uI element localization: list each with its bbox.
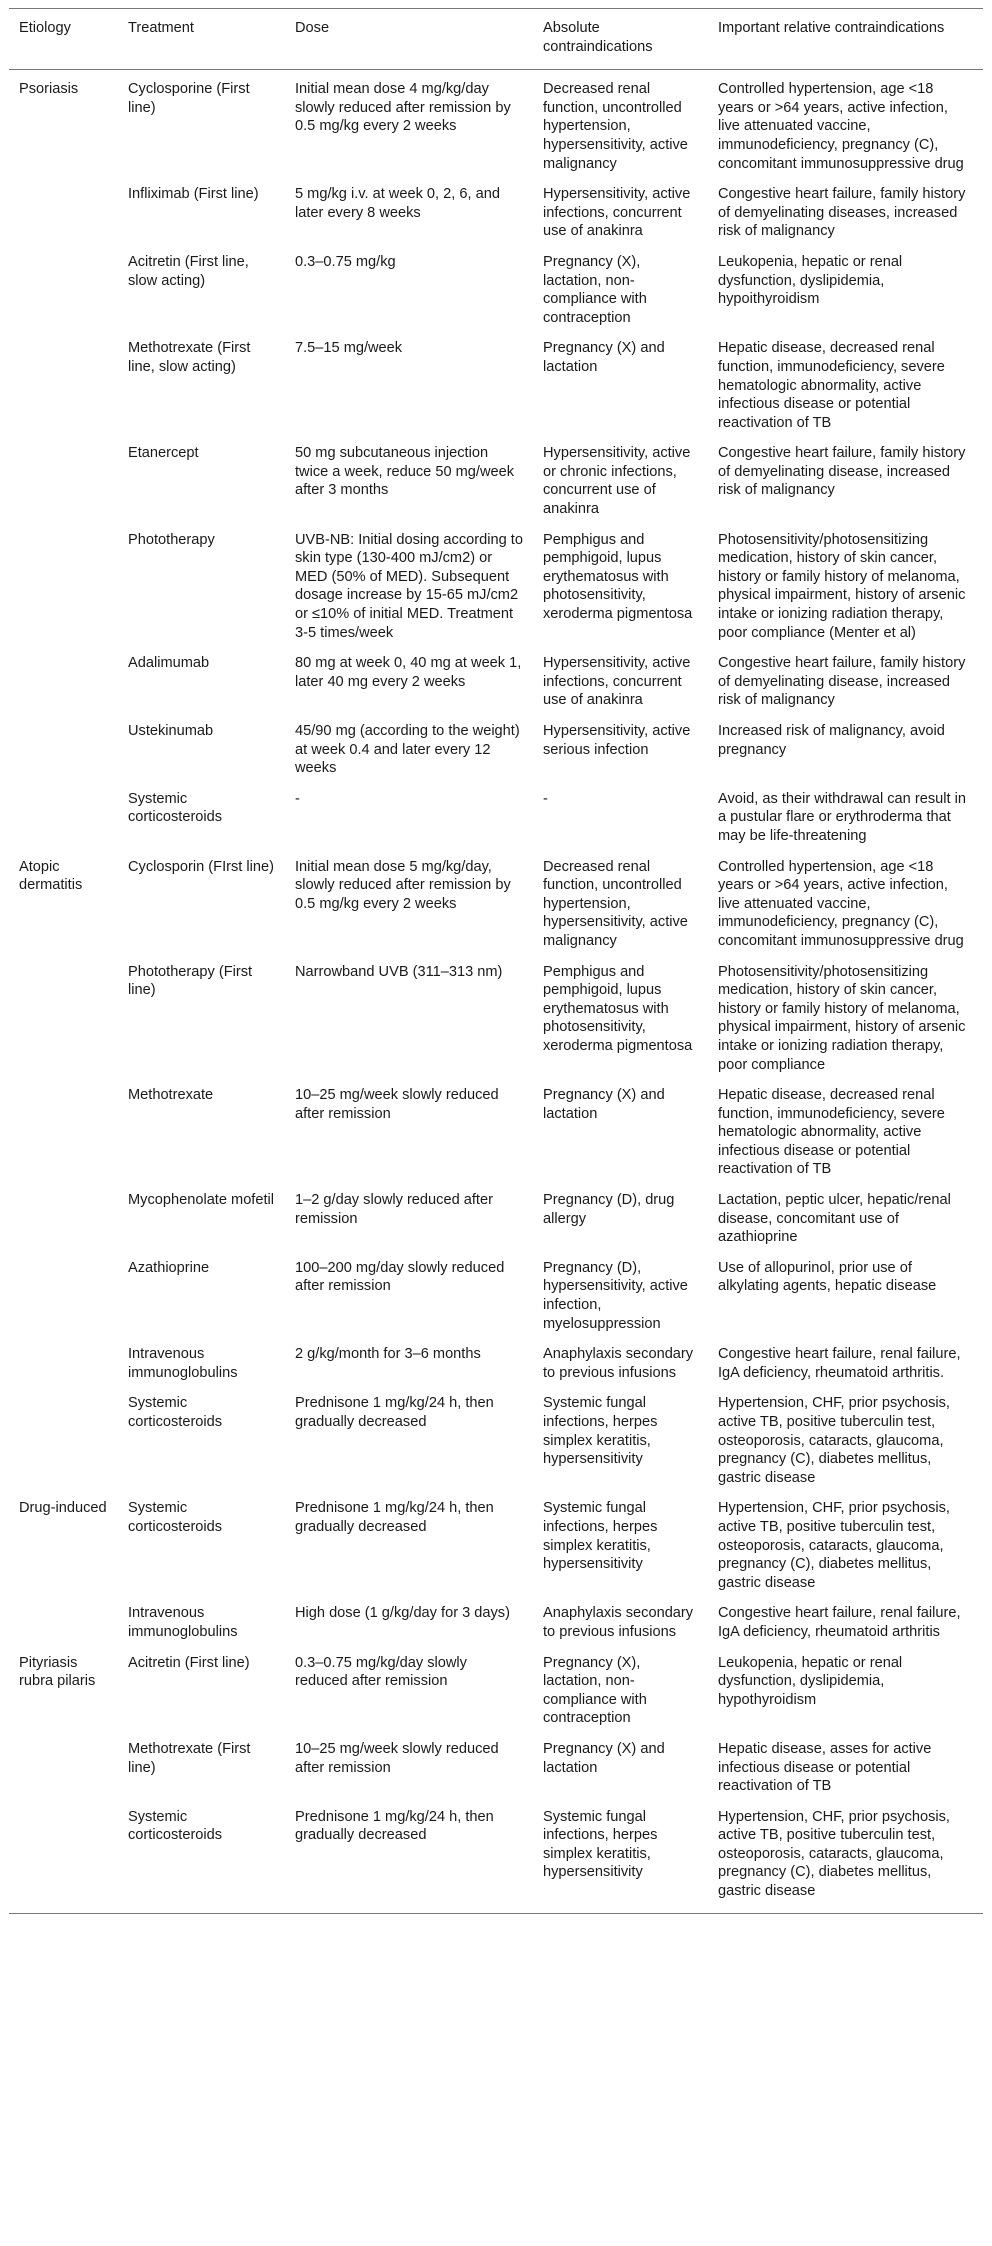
header-absolute-contraindications: Absolute contraindications <box>533 9 708 70</box>
treatment-table <box>9 8 983 1914</box>
cell-etiology <box>9 651 118 719</box>
cell-relative-contraindications: Controlled hypertension, age <18 years or >64 years, active infection, live attenuated vaccine, immunodeficiency, pregnancy (C), concomitant immunosuppressive drug <box>718 858 964 949</box>
cell-relative-contraindications: Hypertension, CHF, prior psychosis, active TB, positive tuberculin test, osteoporosis, cataracts, glaucoma, pregnancy (C), diabetes mellitus, gastric disease <box>718 1395 950 1486</box>
cell-dose: 0.3–0.75 mg/kg <box>295 253 396 270</box>
table-row <box>9 528 983 652</box>
header-etiology: Etiology <box>9 9 118 70</box>
cell-absolute-contraindications: - <box>543 790 548 807</box>
cell-treatment: Infliximab (First line) <box>128 186 259 203</box>
cell-relative-contraindications: Avoid, as their withdrawal can result in a pustular flare or erythroderma that may be life-threatening <box>718 790 966 844</box>
cell-treatment: Mycophenolate mofetil <box>128 1192 275 1209</box>
cell-relative-contraindications: Leukopenia, hepatic or renal dysfunction, dyslipidemia, hypoithyroidism <box>718 253 903 308</box>
cell-relative-contraindications: Congestive heart failure, renal failure, IgA deficiency, rheumatoid arthritis <box>718 1605 961 1640</box>
cell-absolute-contraindications: Pregnancy (X) and lactation <box>543 340 665 375</box>
table-header <box>9 9 983 70</box>
cell-dose: 2 g/kg/month for 3–6 months <box>295 1346 481 1363</box>
cell-relative-contraindications: Controlled hypertension, age <18 years or >64 years, active infection, live attenuated vaccine, immunodeficiency, pregnancy (C), concomitant immunosuppressive drug <box>718 81 964 172</box>
cell-absolute-contraindications: Systemic fungal infections, herpes simplex keratitis, hypersensitivity <box>543 1395 658 1468</box>
cell-absolute-contraindications: Pregnancy (X), lactation, non-compliance with contraception <box>543 253 647 326</box>
cell-treatment: Adalimumab <box>128 655 210 672</box>
cell-treatment: Systemic corticosteroids <box>118 1805 285 1913</box>
cell-dose: 80 mg at week 0, 40 mg at week 1, later 40 mg every 2 weeks <box>295 655 522 690</box>
cell-dose: Prednisone 1 mg/kg/24 h, then gradually decreased <box>295 1395 494 1430</box>
header-row <box>9 9 983 70</box>
cell-etiology <box>9 336 118 441</box>
cell-absolute-contraindications: Hypersensitivity, active infections, concurrent use of anakinra <box>543 655 691 709</box>
cell-absolute-contraindications: Hypersensitivity, active or chronic infections, concurrent use of anakinra <box>543 445 691 518</box>
cell-etiology <box>9 250 118 336</box>
cell-absolute-contraindications: Systemic fungal infections, herpes simplex keratitis, hypersensitivity <box>533 1805 708 1913</box>
cell-etiology <box>9 719 118 787</box>
cell-dose: 5 mg/kg i.v. at week 0, 2, 6, and later every 8 weeks <box>295 186 500 221</box>
cell-relative-contraindications: Congestive heart failure, renal failure, IgA deficiency, rheumatoid arthritis. <box>718 1346 961 1381</box>
cell-treatment: Acitretin (First line) <box>128 1654 250 1671</box>
cell-etiology <box>9 441 118 527</box>
cell-relative-contraindications: Photosensitivity/photosensitizing medication, history of skin cancer, history or family history of melanoma, physical impairment, history of arsenic intake or ionizing radiation therapy, poor compliance <box>718 963 966 1073</box>
cell-treatment: Methotrexate (First line) <box>128 1740 251 1776</box>
cell-dose: Narrowband UVB (311–313 nm) <box>295 963 503 980</box>
cell-treatment: Acitretin (First line, slow acting) <box>128 253 249 289</box>
cell-absolute-contraindications: Pregnancy (D), hypersensitivity, active infection, myelosuppression <box>543 1259 688 1332</box>
table-row <box>9 1391 983 1496</box>
cell-treatment: Systemic corticosteroids <box>128 790 223 826</box>
cell-etiology <box>9 528 118 652</box>
cell-treatment: Methotrexate <box>128 1087 214 1104</box>
cell-absolute-contraindications: Pregnancy (D), drug allergy <box>543 1192 675 1227</box>
table-row <box>9 336 983 441</box>
table-row <box>9 1496 983 1601</box>
cell-etiology <box>9 1083 118 1188</box>
cell-dose: Initial mean dose 4 mg/kg/day slowly reduced after remission by 0.5 mg/kg every 2 weeks <box>295 81 511 135</box>
cell-absolute-contraindications: Systemic fungal infections, herpes simplex keratitis, hypersensitivity <box>543 1500 658 1573</box>
cell-etiology <box>9 1601 118 1650</box>
cell-absolute-contraindications: Decreased renal function, uncontrolled hypertension, hypersensitivity, active malignancy <box>543 858 688 949</box>
table-row <box>9 182 983 250</box>
cell-absolute-contraindications: Pemphigus and pemphigoid, lupus erythematosus with photosensitivity, xeroderma pigmentosa <box>543 531 693 623</box>
table-row <box>9 1256 983 1342</box>
cell-relative-contraindications: Hypertension, CHF, prior psychosis, active TB, positive tuberculin test, osteoporosis, cataracts, glaucoma, pregnancy (C), diabetes mellitus, gastric disease <box>708 1805 983 1913</box>
cell-treatment: Intravenous immunoglobulins <box>128 1346 238 1381</box>
cell-absolute-contraindications: Pemphigus and pemphigoid, lupus erythematosus with photosensitivity, xeroderma pigmentosa <box>543 963 693 1054</box>
table-row <box>9 1188 983 1256</box>
cell-dose: High dose (1 g/kg/day for 3 days) <box>295 1605 510 1622</box>
cell-relative-contraindications: Leukopenia, hepatic or renal dysfunction, dyslipidemia, hypothyroidism <box>718 1654 903 1708</box>
cell-dose: UVB-NB: Initial dosing according to skin type (130-400 mJ/cm2) or MED (50% of MED). Subsequent dosage increase by 15-65 mJ/cm2 or ≤10% of initial MED. Treatment 3-5 times/week <box>295 531 523 641</box>
cell-dose: 1–2 g/day slowly reduced after remission <box>295 1192 493 1227</box>
cell-treatment: Methotrexate (First line, slow acting) <box>128 340 251 375</box>
table-row <box>9 855 983 960</box>
cell-absolute-contraindications: Decreased renal function, uncontrolled hypertension, hypersensitivity, active malignancy <box>543 81 688 172</box>
cell-etiology: Atopic dermatitis <box>19 858 83 894</box>
cell-relative-contraindications: Hypertension, CHF, prior psychosis, active TB, positive tuberculin test, osteoporosis, cataracts, glaucoma, pregnancy (C), diabetes mellitus, gastric disease <box>718 1500 950 1591</box>
cell-etiology <box>9 182 118 250</box>
table-row <box>9 1601 983 1650</box>
cell-relative-contraindications: Hepatic disease, decreased renal function, immunodeficiency, severe hematologic abnormality, active infectious disease or potential reactivation of TB <box>718 1087 945 1178</box>
table-row <box>9 250 983 336</box>
cell-treatment: Cyclosporine (First line) <box>128 81 250 116</box>
cell-etiology <box>9 1256 118 1342</box>
cell-absolute-contraindications: Anaphylaxis secondary to previous infusions <box>543 1605 694 1640</box>
cell-absolute-contraindications: Hypersensitivity, active serious infection <box>543 723 691 758</box>
cell-relative-contraindications: Use of allopurinol, prior use of alkylating agents, hepatic disease <box>718 1259 937 1295</box>
cell-dose: 100–200 mg/day slowly reduced after remission <box>295 1259 505 1295</box>
cell-treatment: Azathioprine <box>128 1259 210 1276</box>
table-row <box>9 651 983 719</box>
cell-relative-contraindications: Congestive heart failure, family history of demyelinating diseases, increased risk of malignancy <box>718 186 966 240</box>
cell-relative-contraindications: Lactation, peptic ulcer, hepatic/renal disease, concomitant use of azathioprine <box>718 1192 951 1246</box>
cell-etiology <box>9 1805 118 1913</box>
table-body <box>9 70 983 1913</box>
cell-relative-contraindications: Congestive heart failure, family history of demyelinating disease, increased risk of malignancy <box>718 445 966 499</box>
table-row <box>9 1083 983 1188</box>
table-row <box>9 787 983 855</box>
cell-etiology <box>9 1188 118 1256</box>
cell-etiology: Drug-induced <box>19 1500 107 1517</box>
cell-absolute-contraindications: Hypersensitivity, active infections, concurrent use of anakinra <box>543 186 691 240</box>
cell-relative-contraindications: Congestive heart failure, family history of demyelinating disease, increased risk of malignancy <box>718 655 966 709</box>
cell-treatment: Cyclosporin (FIrst line) <box>128 858 274 875</box>
header-treatment: Treatment <box>118 9 285 70</box>
table-row <box>9 1737 983 1805</box>
table-row <box>9 719 983 787</box>
table-row <box>9 1651 983 1737</box>
cell-absolute-contraindications: Pregnancy (X) and lactation <box>543 1087 665 1122</box>
table-row <box>9 1342 983 1391</box>
cell-dose: Prednisone 1 mg/kg/24 h, then gradually decreased <box>285 1805 533 1913</box>
cell-etiology: Psoriasis <box>19 81 79 98</box>
cell-etiology <box>9 1737 118 1805</box>
cell-treatment: Phototherapy <box>128 531 215 548</box>
cell-treatment: Systemic corticosteroids <box>128 1500 223 1535</box>
cell-dose: 7.5–15 mg/week <box>295 340 403 357</box>
cell-etiology <box>9 1391 118 1496</box>
table-row <box>9 441 983 527</box>
cell-treatment: Etanercept <box>128 445 199 462</box>
cell-relative-contraindications: Increased risk of malignancy, avoid pregnancy <box>718 723 945 758</box>
header-dose: Dose <box>285 9 533 70</box>
cell-dose: 0.3–0.75 mg/kg/day slowly reduced after remission <box>295 1654 467 1690</box>
cell-dose: - <box>295 790 300 807</box>
cell-absolute-contraindications: Pregnancy (X) and lactation <box>543 1740 665 1776</box>
cell-etiology <box>9 787 118 855</box>
cell-etiology <box>9 1342 118 1391</box>
header-relative-contraindications: Important relative contraindications <box>708 9 983 70</box>
cell-treatment: Phototherapy (First line) <box>128 963 253 999</box>
cell-relative-contraindications: Photosensitivity/photosensitizing medication, history of skin cancer, history or family history of melanoma, physical impairment, history of arsenic intake or ionizing radiation therapy, poor compliance (Menter et al) <box>718 531 966 641</box>
cell-absolute-contraindications: Pregnancy (X), lactation, non-compliance with contraception <box>543 1654 647 1727</box>
cell-dose: 50 mg subcutaneous injection twice a week, reduce 50 mg/week after 3 months <box>295 445 515 499</box>
cell-dose: 10–25 mg/week slowly reduced after remission <box>295 1087 499 1122</box>
cell-treatment: Systemic corticosteroids <box>128 1395 223 1430</box>
cell-relative-contraindications: Hepatic disease, asses for active infectious disease or potential reactivation of TB <box>718 1740 932 1795</box>
cell-treatment: Intravenous immunoglobulins <box>128 1605 238 1640</box>
cell-treatment: Ustekinumab <box>128 723 214 739</box>
cell-dose: 10–25 mg/week slowly reduced after remission <box>295 1740 499 1776</box>
cell-relative-contraindications: Hepatic disease, decreased renal function, immunodeficiency, severe hematologic abnormality, active infectious disease or potential reactivation of TB <box>718 340 945 431</box>
cell-dose: Prednisone 1 mg/kg/24 h, then gradually decreased <box>295 1500 494 1535</box>
cell-etiology: Pityriasis rubra pilaris <box>19 1654 96 1690</box>
table-row <box>9 960 983 1084</box>
cell-dose: Initial mean dose 5 mg/kg/day, slowly reduced after remission by 0.5 mg/kg every 2 weeks <box>295 858 511 912</box>
table-row <box>9 70 983 182</box>
table-row <box>9 1805 983 1913</box>
cell-dose: 45/90 mg (according to the weight) at week 0.4 and later every 12 weeks <box>295 723 520 777</box>
cell-absolute-contraindications: Anaphylaxis secondary to previous infusions <box>543 1346 694 1381</box>
cell-etiology <box>9 960 118 1084</box>
